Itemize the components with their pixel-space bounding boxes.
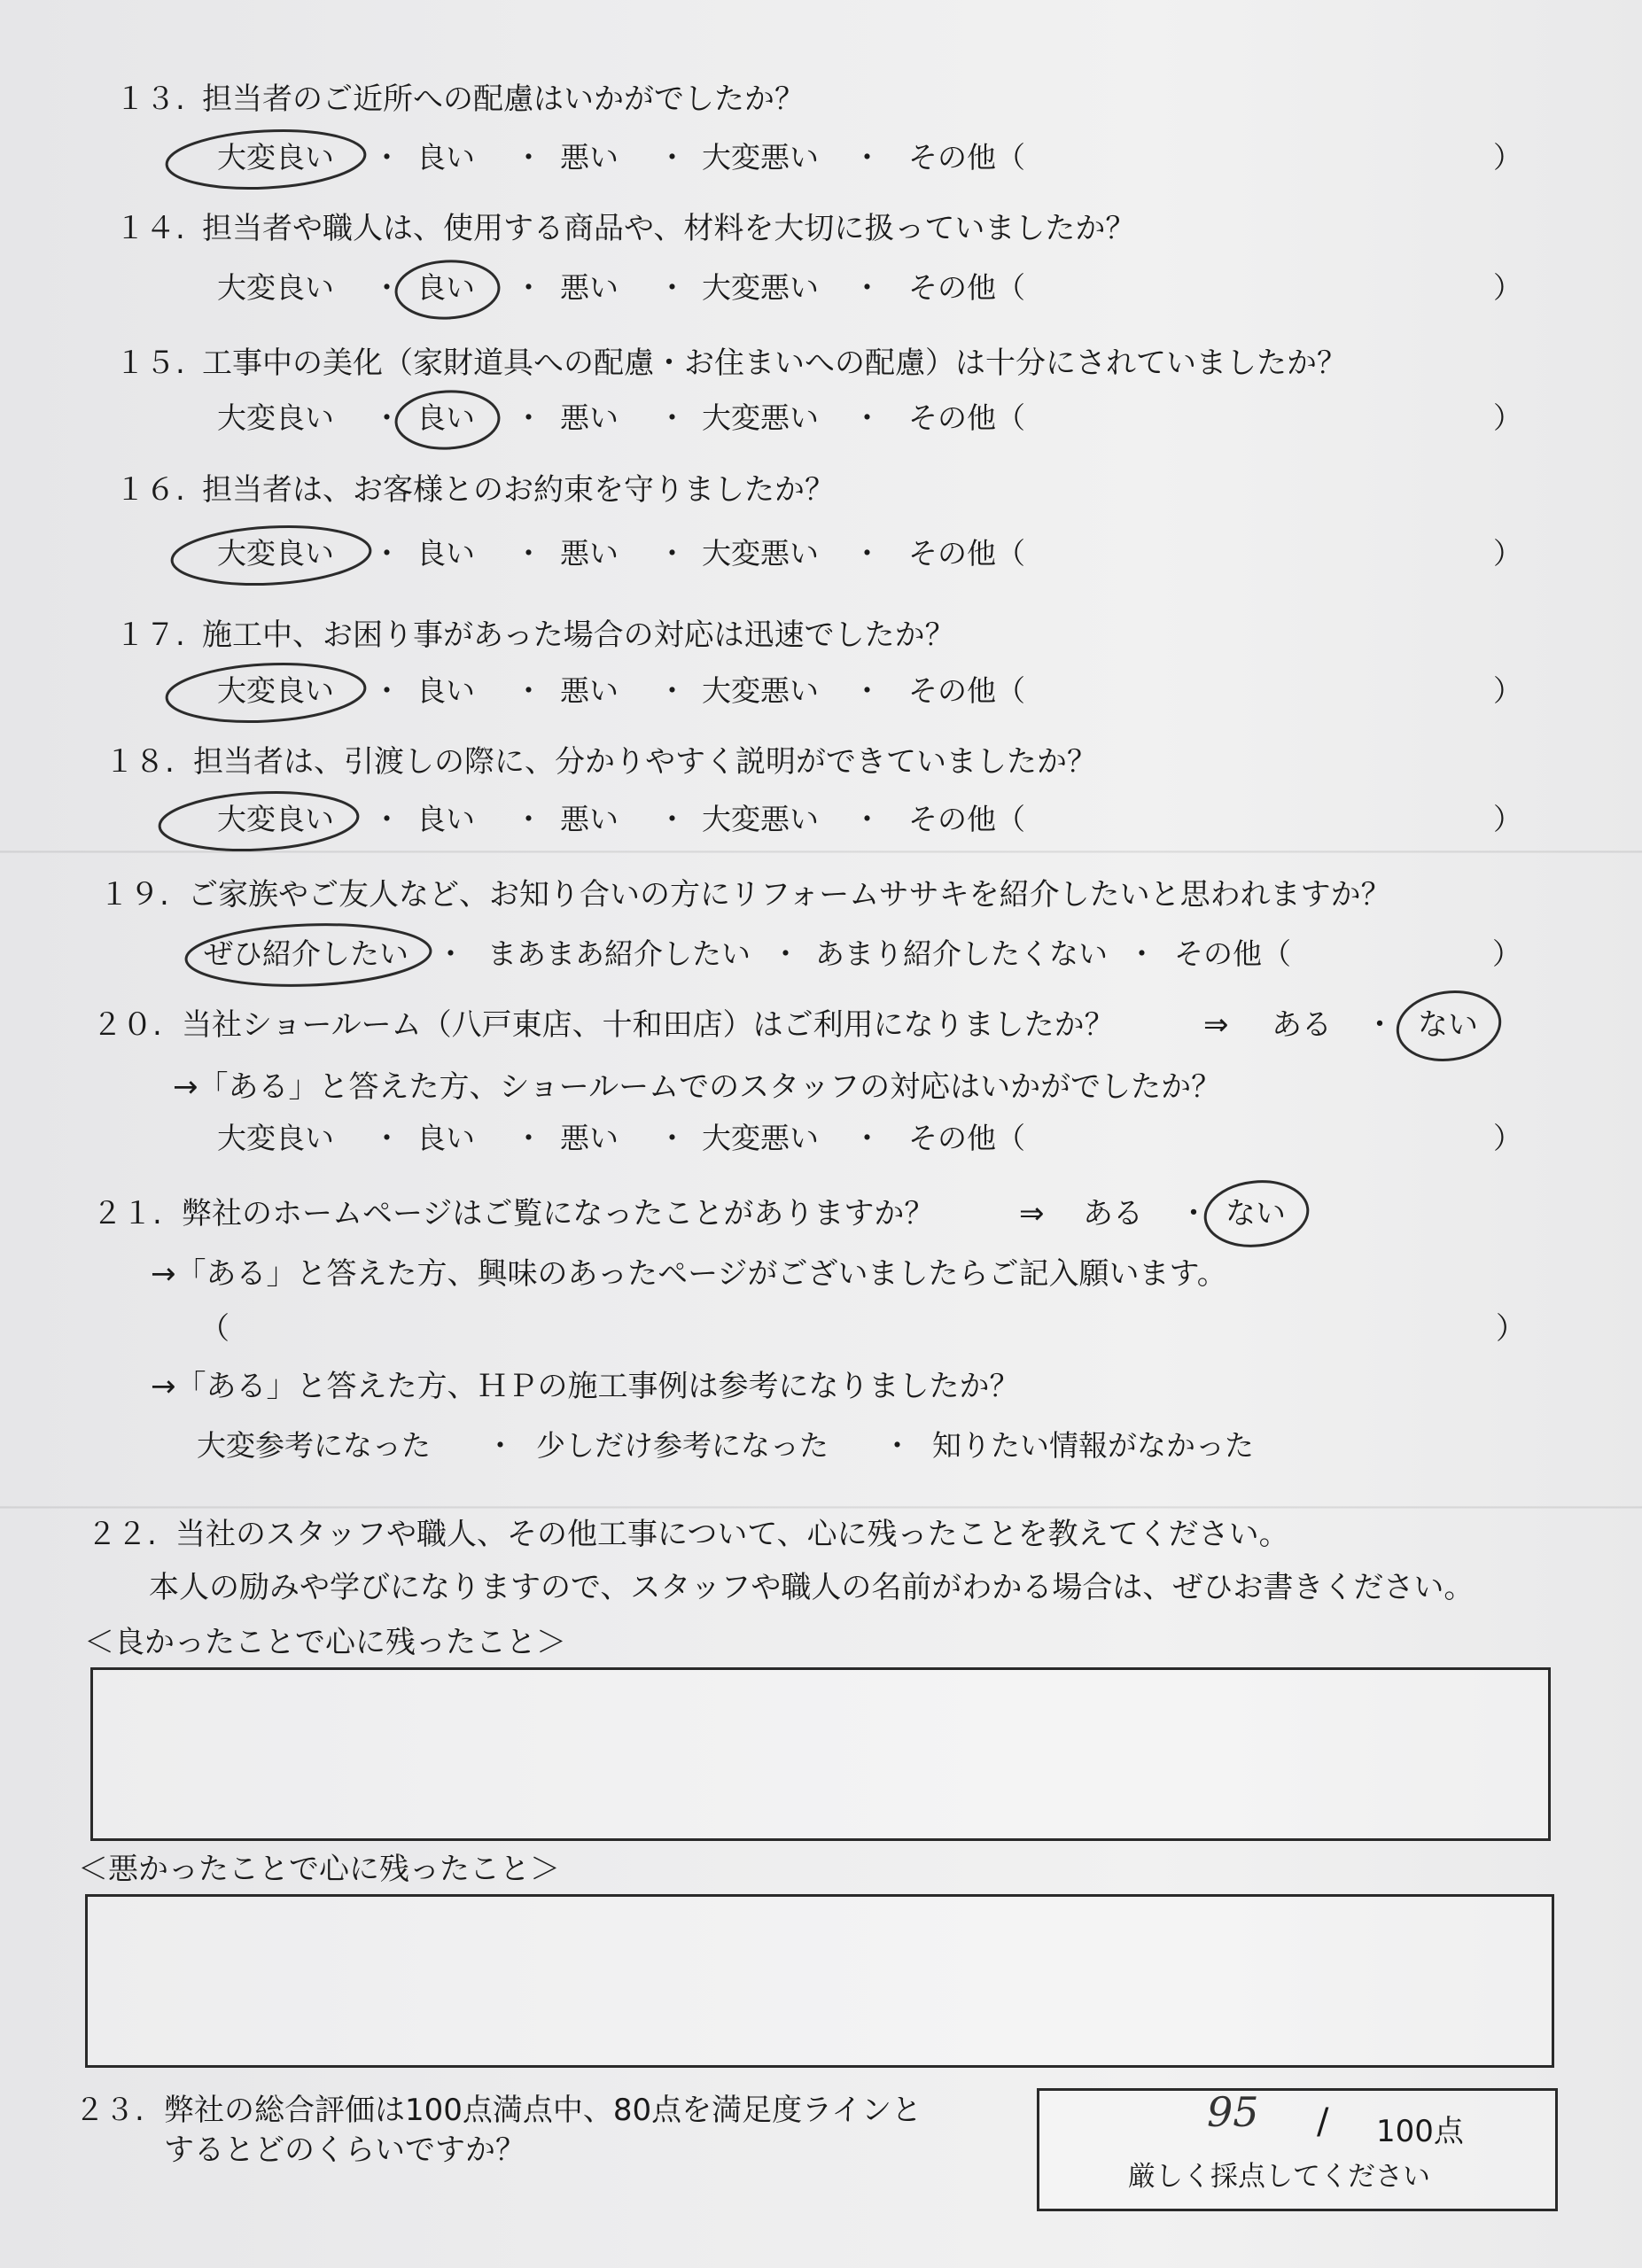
followup-text: →「ある」と答えた方、ショールームでのスタッフの対応はいかがでしたか？: [173, 1069, 1222, 1105]
followup-text: →「ある」と答えた方、興味のあったページがございましたらご記入願います。: [151, 1256, 1227, 1292]
separator: ・: [372, 140, 401, 175]
paren-close: ）: [1493, 270, 1522, 305]
separator: ・: [883, 1428, 912, 1463]
option-very-helpful[interactable]: 大変参考になった: [197, 1428, 431, 1463]
answer-option[interactable]: 大変良い: [217, 1121, 334, 1155]
separator: ・: [852, 802, 882, 836]
score-note: 厳しく採点してください: [1128, 2161, 1430, 2193]
question-number: １３.: [115, 82, 185, 117]
question-text-line2: するとどのくらいですか？: [164, 2132, 525, 2168]
answer-option[interactable]: その他（: [908, 270, 1025, 305]
answer-option[interactable]: その他（: [908, 802, 1025, 836]
separator: ・: [1127, 936, 1156, 971]
option-not-helpful[interactable]: 知りたい情報がなかった: [932, 1428, 1254, 1463]
handwritten-score: 95: [1207, 2088, 1259, 2136]
question-text: 担当者は、引渡しの際に、分かりやすく説明ができていましたか？: [193, 744, 1097, 780]
separator: ・: [1179, 1196, 1209, 1231]
separator: ・: [1365, 1007, 1395, 1043]
separator: ・: [852, 1121, 882, 1155]
separator: ・: [486, 1428, 515, 1463]
paren-close: ）: [1493, 673, 1522, 708]
good-label: ＜良かったことで心に残ったこと＞: [84, 1625, 566, 1660]
paren-close: ）: [1496, 1311, 1526, 1347]
option-yes[interactable]: ある: [1083, 1196, 1143, 1231]
answer-option[interactable]: 良い: [416, 536, 475, 571]
answer-option[interactable]: 良い: [416, 673, 475, 708]
followup-text: →「ある」と答えた方、ＨＰの施工事例は参考になりましたか？: [151, 1369, 1020, 1404]
answer-option[interactable]: 大変良い: [217, 270, 334, 305]
separator: ・: [372, 536, 401, 571]
paren-close: ）: [1492, 936, 1521, 971]
answer-option[interactable]: 大変悪い: [702, 802, 819, 836]
paren-open: （: [199, 1311, 230, 1347]
paper-fold: [0, 1506, 1642, 1509]
separator: ・: [658, 1121, 687, 1155]
answer-option[interactable]: 悪い: [560, 673, 619, 708]
separator: ・: [658, 536, 687, 571]
question-text: 弊社のホームページはご覧になったことがありますか？: [182, 1196, 935, 1231]
question-number: １８.: [105, 744, 175, 780]
answer-option[interactable]: 大変良い: [217, 400, 334, 435]
option-amari[interactable]: あまり紹介したくない: [815, 936, 1108, 971]
separator: ・: [514, 140, 543, 175]
option-zehi[interactable]: ぜひ紹介したい: [204, 936, 409, 971]
answer-option[interactable]: 大変悪い: [702, 140, 819, 175]
separator: ・: [436, 936, 465, 971]
answer-option[interactable]: 大変良い: [217, 536, 334, 571]
answer-option[interactable]: 悪い: [560, 140, 619, 175]
option-no[interactable]: ない: [1226, 1196, 1286, 1231]
question-text: 工事中の美化（家財道具への配慮・お住まいへの配慮）は十分にされていましたか？: [202, 346, 1347, 381]
separator: ・: [372, 400, 401, 435]
answer-option[interactable]: 悪い: [560, 400, 619, 435]
answer-option[interactable]: 大変良い: [217, 140, 334, 175]
option-yes[interactable]: ある: [1272, 1007, 1332, 1043]
option-maamaa[interactable]: まあまあ紹介したい: [487, 936, 751, 971]
answer-option[interactable]: 大変悪い: [702, 673, 819, 708]
separator: ・: [514, 400, 543, 435]
separator: ・: [771, 936, 800, 971]
answer-option[interactable]: 悪い: [560, 270, 619, 305]
separator: ・: [514, 673, 543, 708]
question-number: ２０.: [92, 1007, 162, 1043]
good-comment-box[interactable]: [90, 1667, 1551, 1841]
question-text: 担当者は、お客様とのお約束を守りましたか？: [202, 472, 835, 508]
question-text-line2: 本人の励みや学びになりますので、スタッフや職人の名前がわかる場合は、ぜひお書きください。: [149, 1570, 1475, 1605]
separator: ・: [372, 1121, 401, 1155]
separator: ・: [658, 400, 687, 435]
answer-option[interactable]: その他（: [908, 1121, 1025, 1155]
score-slash: /: [1317, 2101, 1329, 2142]
answer-option[interactable]: 良い: [416, 802, 475, 836]
question-text: 施工中、お困り事があった場合の対応は迅速でしたか？: [202, 617, 955, 653]
separator: ・: [372, 673, 401, 708]
answer-option[interactable]: 大変悪い: [702, 400, 819, 435]
arrow: ⇒: [1019, 1196, 1045, 1231]
separator: ・: [372, 270, 401, 305]
question-number: １９.: [99, 877, 169, 913]
answer-option[interactable]: その他（: [908, 140, 1025, 175]
question-number: ２１.: [92, 1196, 162, 1231]
separator: ・: [658, 270, 687, 305]
answer-option[interactable]: 悪い: [560, 1121, 619, 1155]
question-text: 担当者のご近所への配慮はいかがでしたか？: [202, 82, 805, 117]
answer-option[interactable]: 良い: [416, 270, 475, 305]
paren-close: ）: [1493, 140, 1522, 175]
answer-option[interactable]: 大変良い: [217, 673, 334, 708]
question-text: 当社のスタッフや職人、その他工事について、心に残ったことを教えてください。: [175, 1517, 1289, 1552]
question-number: ２２.: [87, 1517, 157, 1552]
question-text: ご家族やご友人など、お知り合いの方にリフォームササキを紹介したいと思われますか？: [188, 877, 1391, 913]
separator: ・: [852, 536, 882, 571]
bad-label: ＜悪かったことで心に残ったこと＞: [78, 1852, 560, 1887]
question-number: １７.: [115, 617, 185, 653]
separator: ・: [372, 802, 401, 836]
separator: ・: [852, 140, 882, 175]
question-number: １４.: [115, 211, 185, 246]
answer-option[interactable]: 大変悪い: [702, 536, 819, 571]
paren-close: ）: [1493, 802, 1522, 836]
answer-option[interactable]: 良い: [416, 140, 475, 175]
paren-close: ）: [1493, 536, 1522, 571]
answer-option[interactable]: 大変悪い: [702, 270, 819, 305]
bad-comment-box[interactable]: [85, 1894, 1554, 2068]
answer-option[interactable]: その他（: [908, 400, 1025, 435]
question-number: １５.: [115, 346, 185, 381]
separator: ・: [852, 400, 882, 435]
separator: ・: [658, 802, 687, 836]
separator: ・: [658, 673, 687, 708]
answer-option[interactable]: 良い: [416, 1121, 475, 1155]
separator: ・: [514, 802, 543, 836]
option-other[interactable]: その他（: [1174, 936, 1291, 971]
score-max: 100点: [1376, 2114, 1464, 2149]
paper-fold: [0, 850, 1642, 853]
paren-close: ）: [1493, 1121, 1522, 1155]
separator: ・: [514, 536, 543, 571]
option-slightly-helpful[interactable]: 少しだけ参考になった: [536, 1428, 829, 1463]
separator: ・: [852, 673, 882, 708]
question-text: 弊社の総合評価は100点満点中、80点を満足度ラインと: [164, 2093, 922, 2128]
option-no[interactable]: ない: [1418, 1007, 1478, 1043]
answer-option[interactable]: 悪い: [560, 802, 619, 836]
separator: ・: [514, 1121, 543, 1155]
separator: ・: [852, 270, 882, 305]
answer-option[interactable]: 良い: [416, 400, 475, 435]
question-number: １６.: [115, 472, 185, 508]
answer-option[interactable]: その他（: [908, 536, 1025, 571]
answer-option[interactable]: その他（: [908, 673, 1025, 708]
separator: ・: [514, 270, 543, 305]
paren-close: ）: [1493, 400, 1522, 435]
question-text: 担当者や職人は、使用する商品や、材料を大切に扱っていましたか？: [202, 211, 1136, 246]
arrow: ⇒: [1203, 1007, 1229, 1043]
answer-option[interactable]: 大変悪い: [702, 1121, 819, 1155]
separator: ・: [658, 140, 687, 175]
answer-option[interactable]: 悪い: [560, 536, 619, 571]
question-text: 当社ショールーム（八戸東店、十和田店）はご利用になりましたか？: [182, 1007, 1115, 1043]
answer-option[interactable]: 大変良い: [217, 802, 334, 836]
question-number: ２３.: [74, 2093, 144, 2128]
